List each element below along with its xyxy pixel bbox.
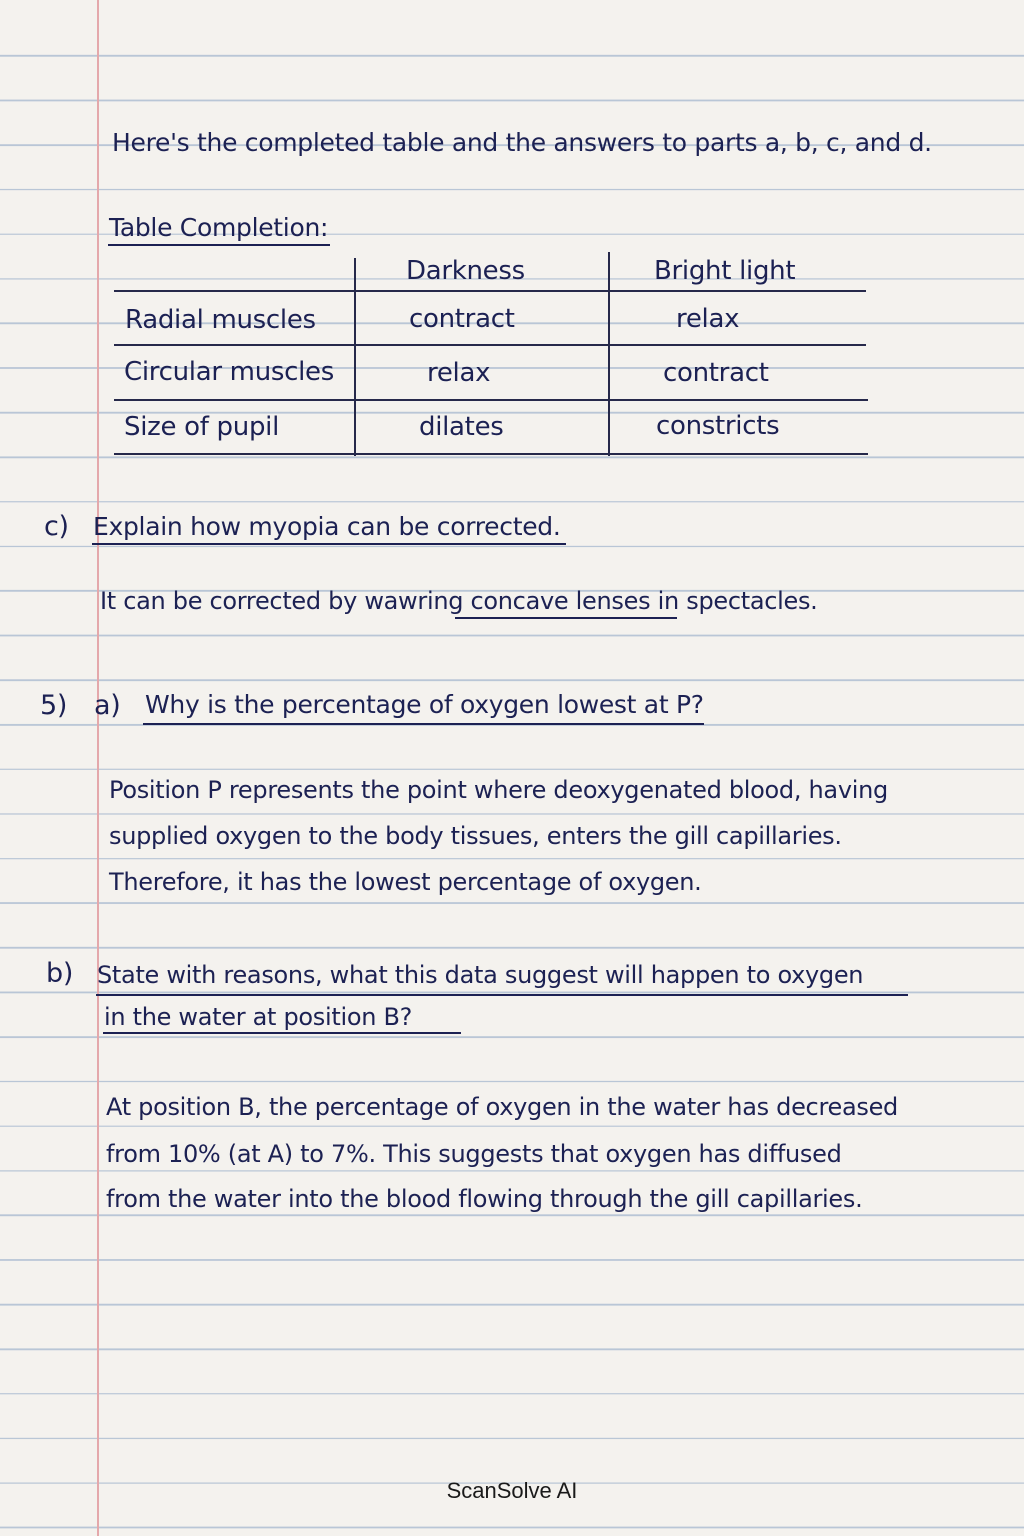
question-5a-text: Why is the percentage of oxygen lowest at P? [145,690,704,719]
answer-c-underline [455,617,677,619]
answer-5b-line-3: from the water into the blood flowing through the gill capillaries. [106,1185,863,1213]
footer-brand: ScanSolve AI [446,1478,578,1503]
table-cell: constricts [656,411,780,441]
answer-5a-line-3: Therefore, it has the lowest percentage of oxygen. [109,868,702,896]
table-cell: relax [427,358,491,388]
question-5a-underline [143,723,704,725]
page-margin-line [97,0,99,1536]
answer-c-text: It can be corrected by wawring concave lenses in spectacles. [100,587,818,615]
question-5b-marker: b) [46,958,74,989]
question-c-underline [92,543,566,545]
table-cell: contract [663,358,769,388]
answer-5b-line-2: from 10% (at A) to 7%. This suggests that oxygen has diffused [106,1140,842,1168]
answer-5a-line-1: Position P represents the point where deoxygenated blood, having [109,776,888,804]
table-row-label: Size of pupil [124,412,279,442]
table-heading-underline [108,244,330,246]
question-5b-underline-1 [96,994,908,996]
question-5b-line-1: State with reasons, what this data suggest will happen to oxygen [97,961,864,989]
table-cell: dilates [419,412,504,442]
question-5a-marker: a) [94,690,121,721]
table-cell: contract [409,304,515,334]
table-header-bright-light: Bright light [654,256,796,286]
table-vline-1 [354,258,356,456]
table-hline-2 [114,344,866,346]
question-5b-underline-2 [103,1032,461,1034]
table-row-label: Circular muscles [124,357,334,387]
question-5-number: 5) [40,690,68,721]
table-hline-3 [114,399,868,401]
answer-5b-line-1: At position B, the percentage of oxygen in the water has decreased [106,1093,898,1121]
question-c-text: Explain how myopia can be corrected. [93,512,561,541]
answer-5a-line-2: supplied oxygen to the body tissues, enters the gill capillaries. [109,822,842,850]
table-header-darkness: Darkness [406,256,525,286]
table-hline-1 [114,290,866,292]
table-vline-2 [608,252,610,456]
intro-text: Here's the completed table and the answers to parts a, b, c, and d. [112,128,932,157]
table-hline-4 [114,453,868,455]
table-heading: Table Completion: [109,213,329,242]
question-5b-line-2: in the water at position B? [104,1003,413,1031]
table-cell: relax [676,304,740,334]
question-c-marker: c) [44,511,69,542]
table-row-label: Radial muscles [125,305,316,335]
